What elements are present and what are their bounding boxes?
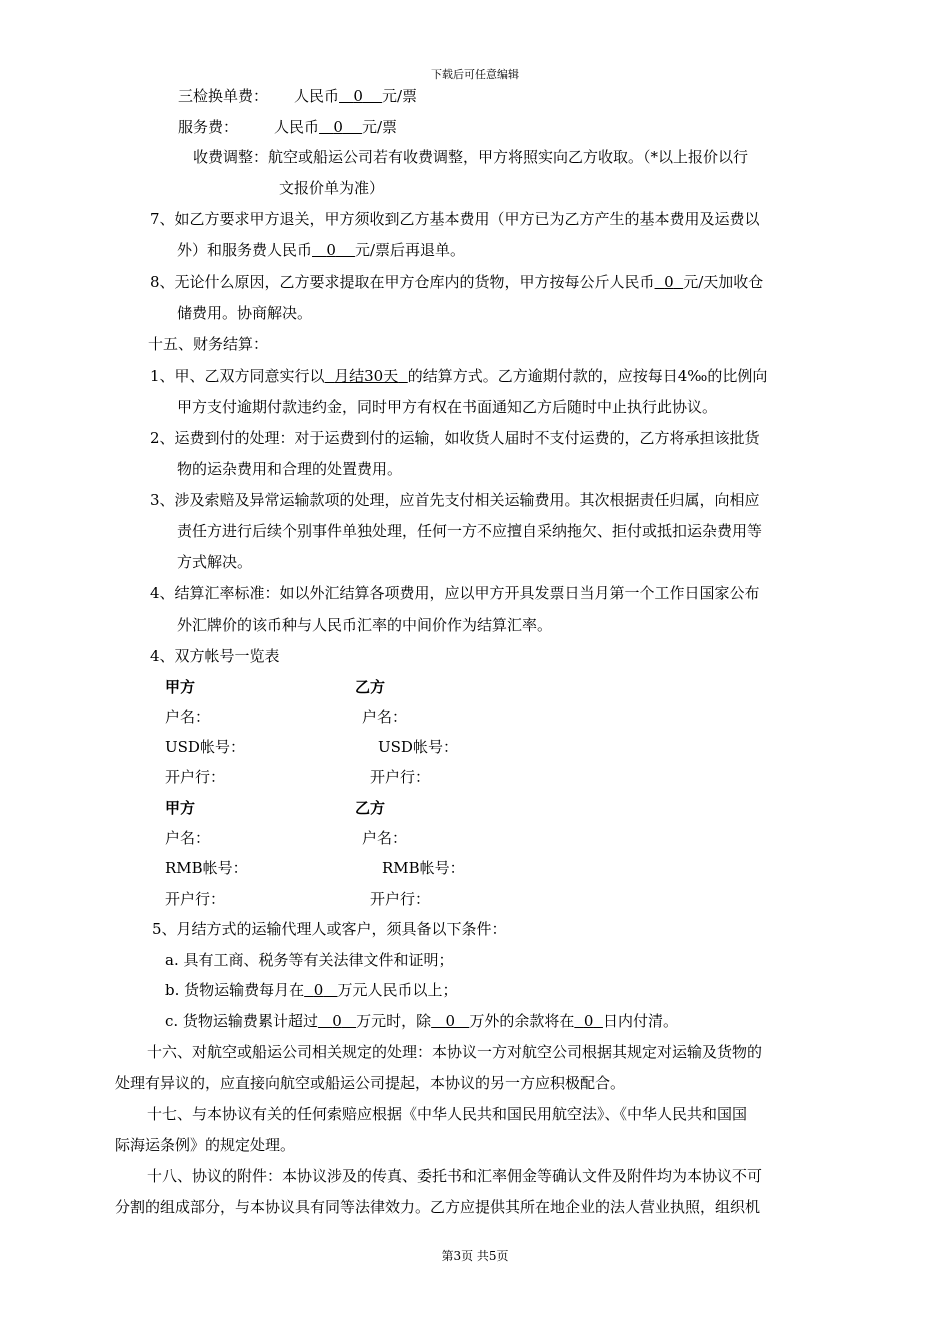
s15-p3-line-1: 3、涉及索赔及异常运输款项的处理，应首先支付相关运输费用。其次根据责任归属，向相应	[150, 491, 760, 509]
monthly-conditions-title: 5、月结方式的运输代理人或客户，须具备以下条件：	[152, 920, 507, 938]
section-17-line-1: 十七、与本协议有关的任何索赔应根据《中华人民共和国民用航空法》、《中华人民共和国国	[147, 1105, 748, 1123]
party-b-rmb-account: RMB帐号：	[382, 859, 465, 877]
condition-a: a. 具有工商、税务等有关法律文件和证明；	[165, 951, 454, 969]
clause-8-line-2: 储费用。协商解决。	[177, 304, 313, 322]
clause-7-line-2: 外）和服务费人民币 0 元/票后再退单。	[177, 241, 466, 259]
s15-p1-line-1: 1、甲、乙双方同意实行以 月结30天 的结算方式。乙方逾期付款的，应按每日4‰的比例向	[150, 367, 768, 385]
fee-adjust-line: 收费调整：航空或船运公司若有收费调整，甲方将照实向乙方收取。（*以上报价以行	[193, 148, 749, 166]
fee-adjust-line-2: 文报价单为准）	[279, 179, 385, 197]
fee-line-inspection: 三检换单费： 人民币 0 元/票	[178, 87, 418, 105]
page-header: 下载后可任意编辑	[431, 68, 519, 81]
s15-p4-line-2: 外汇牌价的该币种与人民币汇率的中间价作为结算汇率。	[177, 616, 553, 634]
party-b-bank: 开户行：	[370, 768, 431, 786]
clause-7-line-1: 7、如乙方要求甲方退关，甲方须收到乙方基本费用（甲方已为乙方产生的基本费用及运费以	[150, 210, 760, 228]
section-18-line-2: 分割的组成部分，与本协议具有同等法律效力。乙方应提供其所在地企业的法人营业执照，组织机	[115, 1198, 761, 1216]
accounts-table-title: 4、双方帐号一览表	[150, 647, 280, 665]
party-b-label: 乙方	[355, 678, 386, 696]
party-a-account-name-2: 户名：	[165, 829, 211, 847]
condition-b: b. 货物运输费每月在 0 万元人民币以上；	[165, 981, 458, 999]
condition-c: c. 货物运输费累计超过 0 万元时，除 0 万外的余款将在 0 日内付清。	[165, 1012, 678, 1030]
party-a-label-2: 甲方	[165, 799, 196, 817]
s15-p4-line-1: 4、结算汇率标准：如以外汇结算各项费用，应以甲方开具发票日当月第一个工作日国家公布	[150, 584, 760, 602]
fee-line-service: 服务费： 人民币 0 元/票	[178, 118, 398, 136]
party-a-rmb-account: RMB帐号：	[165, 859, 248, 877]
party-a-usd-account: USD帐号：	[165, 738, 245, 756]
clause-8-line-1: 8、无论什么原因，乙方要求提取在甲方仓库内的货物，甲方按每公斤人民币 0 元/天加收仓	[150, 273, 764, 291]
s15-p3-line-3: 方式解决。	[177, 553, 253, 571]
section-17-line-2: 际海运条例》的规定处理。	[115, 1136, 296, 1154]
party-a-label: 甲方	[165, 678, 196, 696]
party-b-account-name-2: 户名：	[362, 829, 408, 847]
section-18-line-1: 十八、协议的附件：本协议涉及的传真、委托书和汇率佣金等确认文件及附件均为本协议不可	[147, 1167, 763, 1185]
section-16-line-1: 十六、对航空或船运公司相关规定的处理：本协议一方对航空公司根据其规定对运输及货物的	[147, 1043, 763, 1061]
party-b-bank-2: 开户行：	[370, 890, 431, 908]
s15-p1-line-2: 甲方支付逾期付款违约金，同时甲方有权在书面通知乙方后随时中止执行此协议。	[177, 398, 718, 416]
s15-p3-line-2: 责任方进行后续个别事件单独处理，任何一方不应擅自采纳拖欠、拒付或抵扣运杂费用等	[177, 522, 763, 540]
party-b-label-2: 乙方	[355, 799, 386, 817]
party-a-account-name: 户名：	[165, 708, 211, 726]
party-b-usd-account: USD帐号：	[378, 738, 458, 756]
s15-p2-line-1: 2、运费到付的处理：对于运费到付的运输，如收货人届时不支付运费的，乙方将承担该批货	[150, 429, 760, 447]
section-16-line-2: 处理有异议的，应直接向航空或船运公司提起，本协议的另一方应积极配合。	[115, 1074, 626, 1092]
party-a-bank-2: 开户行：	[165, 890, 226, 908]
s15-p2-line-2: 物的运杂费用和合理的处置费用。	[177, 460, 403, 478]
section-15-title: 十五、财务结算：	[148, 335, 269, 353]
party-b-account-name: 户名：	[362, 708, 408, 726]
page-footer: 第3页 共5页	[441, 1249, 509, 1263]
party-a-bank: 开户行：	[165, 768, 226, 786]
